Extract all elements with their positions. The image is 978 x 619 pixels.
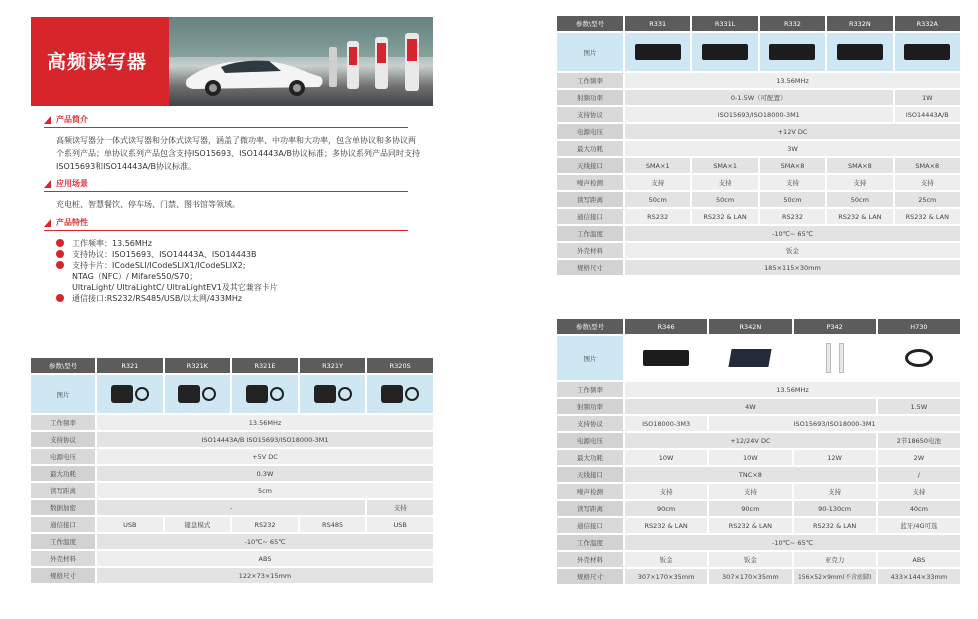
table-header-cell: R321Y xyxy=(300,358,366,373)
row-label: 支持协议 xyxy=(31,432,95,447)
row-label: 外壳材料 xyxy=(31,551,95,566)
bullet-icon xyxy=(56,239,64,247)
scenes-text: 充电桩、智慧餐饮、停车场、门禁、图书馆等领域。 xyxy=(56,200,240,209)
reader-device-icon xyxy=(246,385,268,403)
product-image-r320s xyxy=(367,375,433,413)
table-cell: 支持 xyxy=(709,484,791,499)
table-row xyxy=(31,449,433,464)
table-row xyxy=(557,124,960,139)
table-row-image xyxy=(557,33,960,71)
table-row xyxy=(557,260,960,275)
table-header-cell: R332 xyxy=(760,16,825,31)
table-cell: 键盘模式 xyxy=(165,517,231,532)
table-cell: ISO18000-3M3 xyxy=(625,416,707,431)
table-cell: 10W xyxy=(709,450,791,465)
table-cell: 90cm xyxy=(709,501,791,516)
table-row xyxy=(31,415,433,430)
table-cell: RS232 & LAN xyxy=(625,518,707,533)
table-cell: USB xyxy=(97,517,163,532)
table-row-image xyxy=(557,336,960,380)
product-image-p342 xyxy=(794,336,876,380)
table-cell: 0.3W xyxy=(97,466,433,481)
intro-paragraph xyxy=(56,134,436,173)
table-cell: 12W xyxy=(794,450,876,465)
hero-photo-electric-car xyxy=(169,17,433,106)
table-row xyxy=(557,518,960,533)
table-header-cell: R321E xyxy=(232,358,298,373)
table-cell: 4W xyxy=(625,399,876,414)
table-cell: ISO14443A/B ISO15693/ISO18000-3M1 xyxy=(97,432,433,447)
row-label: 规格尺寸 xyxy=(31,568,95,583)
table-row xyxy=(557,141,960,156)
table-row xyxy=(557,243,960,258)
feature-item xyxy=(56,238,278,249)
table-cell: ISO15693/ISO18000-3M1 xyxy=(709,416,960,431)
row-label: 通信接口 xyxy=(31,517,95,532)
table-row xyxy=(557,226,960,241)
bullet-icon xyxy=(56,250,64,258)
section-features-heading xyxy=(44,217,408,231)
table-cell: TNC×8 xyxy=(625,467,876,482)
table-cell: RS232 & LAN xyxy=(709,518,791,533)
row-label: 电源电压 xyxy=(557,124,623,139)
usb-cable-icon xyxy=(135,387,149,401)
row-label: 工作频率 xyxy=(557,73,623,88)
table-row xyxy=(31,466,433,481)
table-cell: 支持 xyxy=(625,175,690,190)
row-label: 外壳材料 xyxy=(557,552,623,567)
table-row xyxy=(557,158,960,173)
table-cell: 支持 xyxy=(692,175,757,190)
reader-box-icon xyxy=(643,350,689,366)
row-label: 最大功耗 xyxy=(557,141,623,156)
table-row xyxy=(557,399,960,414)
table-cell: 40cm xyxy=(878,501,960,516)
table-cell: 钣金 xyxy=(709,552,791,567)
reader-box-icon xyxy=(904,44,950,60)
row-label: 工作频率 xyxy=(557,382,623,397)
product-image-r332 xyxy=(760,33,825,71)
table-header-cell: R332N xyxy=(827,16,892,31)
table-cell: 1W xyxy=(895,90,960,105)
table-cell: +12V DC xyxy=(625,124,960,139)
table-cell: +12/24V DC xyxy=(625,433,876,448)
reader-device-icon xyxy=(381,385,403,403)
feature-text: 支持卡片：ICodeSLI/ICodeSLIX1/ICodeSLIX2; xyxy=(72,261,246,270)
table-header-cell: R321 xyxy=(97,358,163,373)
table-cell: 3W xyxy=(625,141,960,156)
row-label: 读写距离 xyxy=(557,192,623,207)
table-cell: 0-1.5W（可配置） xyxy=(625,90,893,105)
table-cell: +5V DC xyxy=(97,449,433,464)
table-cell: 10W xyxy=(625,450,707,465)
row-label: 支持协议 xyxy=(557,107,623,122)
product-image-r321 xyxy=(97,375,163,413)
table-row-image xyxy=(31,375,433,413)
row-label: 噪声检测 xyxy=(557,484,623,499)
table-cell: SMA×8 xyxy=(827,158,892,173)
row-label: 工作温度 xyxy=(557,535,623,550)
row-label: 射频功率 xyxy=(557,90,623,105)
table-row xyxy=(557,484,960,499)
table-cell: -10℃~ 65℃ xyxy=(625,535,960,550)
table-cell: 50cm xyxy=(692,192,757,207)
spec-table-r321 xyxy=(29,356,435,585)
table-header-cell: P342 xyxy=(794,319,876,334)
feature-text: 工作频率：13.56MHz xyxy=(72,239,153,248)
table-cell: 支持 xyxy=(878,484,960,499)
table-row xyxy=(557,209,960,224)
table-cell: 122×73×15mm xyxy=(97,568,433,583)
table-cell: 50cm xyxy=(625,192,690,207)
handheld-reader-icon xyxy=(905,349,933,367)
usb-cable-icon xyxy=(405,387,419,401)
product-image-r332n xyxy=(827,33,892,71)
feature-text: NTAG（NFC）/ MifareS50/S70； xyxy=(72,272,198,281)
row-label: 规格尺寸 xyxy=(557,260,623,275)
row-label: 读写距离 xyxy=(31,483,95,498)
table-cell: SMA×8 xyxy=(760,158,825,173)
reader-box-icon xyxy=(702,44,748,60)
section-intro-heading xyxy=(44,114,408,128)
table-header-cell: R346 xyxy=(625,319,707,334)
table-row xyxy=(31,568,433,583)
table-cell: RS232 xyxy=(232,517,298,532)
antenna-pole-icon xyxy=(839,343,844,373)
feature-item xyxy=(56,293,278,304)
hero-title: 高频读写器 xyxy=(47,51,148,73)
product-image-r321e xyxy=(232,375,298,413)
feature-item-continued xyxy=(56,282,278,293)
product-image-r331 xyxy=(625,33,690,71)
table-header-cell: R331L xyxy=(692,16,757,31)
section-marker-icon xyxy=(44,180,51,188)
row-label: 数据加密 xyxy=(31,500,95,515)
section-marker-icon xyxy=(44,116,51,124)
table-cell: ABS xyxy=(878,552,960,567)
table-header-cell: R342N xyxy=(709,319,791,334)
table-cell: RS485 xyxy=(300,517,366,532)
row-label: 噪声检测 xyxy=(557,175,623,190)
cable-icon xyxy=(270,387,284,401)
table-cell: 蓝牙/4G可选 xyxy=(878,518,960,533)
table-row xyxy=(557,107,960,122)
table-cell: 支持 xyxy=(625,484,707,499)
reader-device-icon xyxy=(314,385,336,403)
table-row xyxy=(557,416,960,431)
table-cell: 2节18650电池 xyxy=(878,433,960,448)
table-cell: 50cm xyxy=(827,192,892,207)
table-row xyxy=(31,517,433,532)
reader-box-icon xyxy=(729,349,772,367)
table-row xyxy=(31,483,433,498)
section-scenes-heading xyxy=(44,178,408,192)
product-image-r342n xyxy=(709,336,791,380)
bullet-icon xyxy=(56,294,64,302)
table-cell: 156×52×9mm(不含底脚) xyxy=(794,569,876,584)
row-label: 图片 xyxy=(31,375,95,413)
intro-line: ISO15693和ISO14443A/B协议标准。 xyxy=(56,162,197,171)
row-label: 天线接口 xyxy=(557,158,623,173)
feature-text: UltraLight/ UltraLightC/ UltraLightEV1及其它兼容卡片 xyxy=(72,283,278,292)
product-image-r331l xyxy=(692,33,757,71)
table-cell: 1.5W xyxy=(878,399,960,414)
table-header-cell: R321K xyxy=(165,358,231,373)
row-label: 射频功率 xyxy=(557,399,623,414)
feature-item xyxy=(56,260,278,271)
table-cell: SMA×8 xyxy=(895,158,960,173)
table-cell: 307×170×35mm xyxy=(625,569,707,584)
reader-device-icon xyxy=(178,385,200,403)
table-cell: SMA×1 xyxy=(625,158,690,173)
table-cell: SMA×1 xyxy=(692,158,757,173)
row-label: 最大功耗 xyxy=(557,450,623,465)
table-header-cell: 参数\型号 xyxy=(557,16,623,31)
section-marker-icon xyxy=(44,219,51,227)
table-cell: 433×144×33mm xyxy=(878,569,960,584)
product-image-r321y xyxy=(300,375,366,413)
row-label: 规格尺寸 xyxy=(557,569,623,584)
table-cell: 支持 xyxy=(895,175,960,190)
table-cell: 185×115×30mm xyxy=(625,260,960,275)
table-cell: 25cm xyxy=(895,192,960,207)
reader-device-icon xyxy=(111,385,133,403)
reader-box-icon xyxy=(635,44,681,60)
product-image-r332a xyxy=(895,33,960,71)
table-cell: 钣金 xyxy=(625,243,960,258)
row-label: 外壳材料 xyxy=(557,243,623,258)
row-label: 通信接口 xyxy=(557,209,623,224)
table-cell: 5cm xyxy=(97,483,433,498)
table-cell: / xyxy=(878,467,960,482)
intro-line: 高频读写器分一体式读写器和分体式读写器，涵盖了微功率、中功率和大功率，包含单协议和多协议两 xyxy=(56,136,416,145)
table-cell: 13.56MHz xyxy=(97,415,433,430)
table-header-cell: R320S xyxy=(367,358,433,373)
row-label: 最大功耗 xyxy=(31,466,95,481)
spec-table-r346 xyxy=(555,317,962,586)
table-row xyxy=(31,534,433,549)
table-cell: 亚克力 xyxy=(794,552,876,567)
reader-box-icon xyxy=(769,44,815,60)
intro-line: 个系列产品；单协议系列产品包含支持ISO15693、ISO14443A/B协议标准；多协议系列产品同时支持 xyxy=(56,149,421,158)
table-cell: 307×170×35mm xyxy=(709,569,791,584)
bullet-icon xyxy=(56,261,64,269)
table-cell: 90cm xyxy=(625,501,707,516)
table-row xyxy=(557,569,960,584)
hero-title-block xyxy=(31,17,169,106)
table-header-cell: R332A xyxy=(895,16,960,31)
table-cell: ISO15693/ISO18000-3M1 xyxy=(625,107,893,122)
table-row xyxy=(557,192,960,207)
section-scenes-label: 应用场景 xyxy=(56,179,88,188)
product-image-r321k xyxy=(165,375,231,413)
table-cell: 支持 xyxy=(794,484,876,499)
table-row xyxy=(31,500,433,515)
cable-icon xyxy=(338,387,352,401)
row-label: 电源电压 xyxy=(31,449,95,464)
table-cell: 支持 xyxy=(827,175,892,190)
table-row xyxy=(557,382,960,397)
feature-item xyxy=(56,249,278,260)
table-cell: -10℃~ 65℃ xyxy=(97,534,433,549)
row-label: 通信接口 xyxy=(557,518,623,533)
table-cell: 支持 xyxy=(760,175,825,190)
hero-banner xyxy=(31,17,433,106)
table-cell: ISO14443A/B xyxy=(895,107,960,122)
feature-item-continued xyxy=(56,271,278,282)
row-label: 图片 xyxy=(557,336,623,380)
table-header-cell: 参数\型号 xyxy=(31,358,95,373)
table-row xyxy=(557,501,960,516)
row-label: 天线接口 xyxy=(557,467,623,482)
table-cell: USB xyxy=(367,517,433,532)
table-row xyxy=(557,73,960,88)
feature-list xyxy=(56,238,278,304)
table-cell: 90-130cm xyxy=(794,501,876,516)
table-cell: 13.56MHz xyxy=(625,382,960,397)
table-cell: RS232 & LAN xyxy=(895,209,960,224)
row-label: 电源电压 xyxy=(557,433,623,448)
section-features-label: 产品特性 xyxy=(56,218,88,227)
table-row xyxy=(557,552,960,567)
table-row xyxy=(557,433,960,448)
table-row xyxy=(557,467,960,482)
table-header-cell: R331 xyxy=(625,16,690,31)
row-label: 工作频率 xyxy=(31,415,95,430)
product-image-h730 xyxy=(878,336,960,380)
row-label: 读写距离 xyxy=(557,501,623,516)
table-cell: 2W xyxy=(878,450,960,465)
table-row xyxy=(31,432,433,447)
row-label: 图片 xyxy=(557,33,623,71)
table-cell: -10℃~ 65℃ xyxy=(625,226,960,241)
table-cell: RS232 xyxy=(760,209,825,224)
table-row xyxy=(31,551,433,566)
table-row xyxy=(557,450,960,465)
table-cell: 13.56MHz xyxy=(625,73,960,88)
table-cell: RS232 & LAN xyxy=(827,209,892,224)
section-intro-label: 产品简介 xyxy=(56,115,88,124)
table-cell: RS232 xyxy=(625,209,690,224)
feature-text: 支持协议：ISO15693、ISO14443A、ISO14443B xyxy=(72,250,257,259)
spec-table-r331 xyxy=(555,14,962,277)
table-cell: 50cm xyxy=(760,192,825,207)
reader-box-icon xyxy=(837,44,883,60)
table-cell: RS232 & LAN xyxy=(794,518,876,533)
table-header-cell: H730 xyxy=(878,319,960,334)
table-cell: - xyxy=(97,500,365,515)
row-label: 支持协议 xyxy=(557,416,623,431)
table-row xyxy=(557,175,960,190)
table-row xyxy=(557,535,960,550)
product-image-r346 xyxy=(625,336,707,380)
antenna-pole-icon xyxy=(826,343,831,373)
usb-cable-icon xyxy=(202,387,216,401)
feature-text: 通信接口:RS232/RS485/USB/以太网/433MHz xyxy=(72,294,243,303)
car-charging-illustration xyxy=(169,17,433,106)
table-cell: 钣金 xyxy=(625,552,707,567)
table-row xyxy=(557,90,960,105)
table-cell: 支持 xyxy=(367,500,433,515)
row-label: 工作温度 xyxy=(557,226,623,241)
row-label: 工作温度 xyxy=(31,534,95,549)
table-cell: RS232 & LAN xyxy=(692,209,757,224)
table-cell: ABS xyxy=(97,551,433,566)
table-header-cell: 参数\型号 xyxy=(557,319,623,334)
